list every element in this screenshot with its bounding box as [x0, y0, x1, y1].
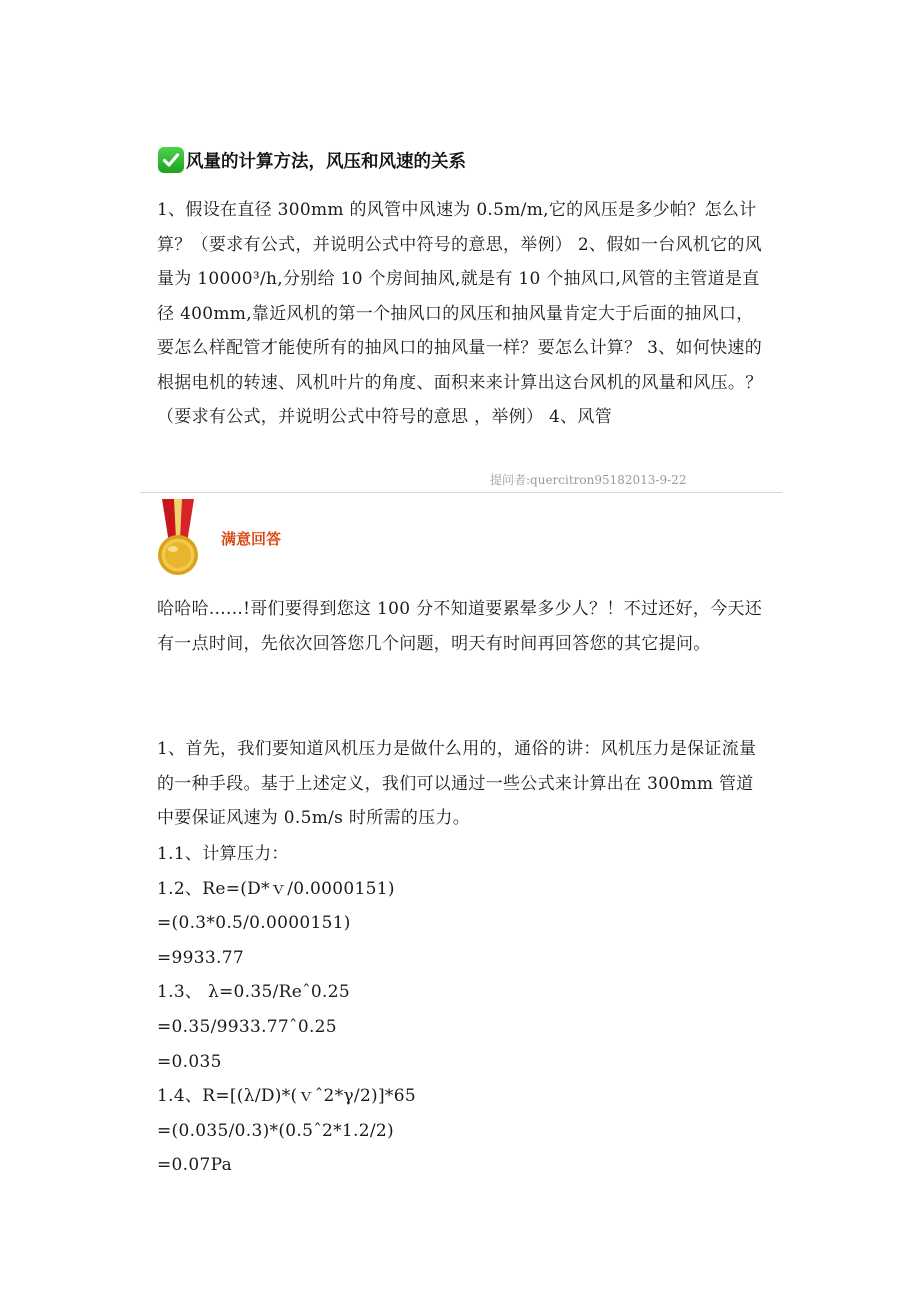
calc-line: 1.2、Re=(D*ｖ/0.0000151) — [157, 878, 395, 899]
title-row — [158, 145, 466, 175]
calc-line: =(0.035/0.3)*(0.5ˆ2*1.2/2) — [157, 1120, 394, 1141]
calculation-list — [157, 837, 416, 1183]
calc-line: =9933.77 — [157, 947, 244, 968]
calc-line: 1.3、 λ=0.35/Reˆ0.25 — [157, 982, 350, 1003]
medal-icon — [154, 499, 202, 577]
answer-intro: 哈哈哈......!哥们要得到您这 100 分不知道要累晕多少人？！不过还好，今天还有一点时间，先依次回答您几个问题，明天有时间再回答您的其它提问。 — [157, 599, 763, 654]
answer-paragraph: 1、首先，我们要知道风机压力是做什么用的，通俗的讲：风机压力是保证流量的一种手段。基于上述定义，我们可以通过一些公式来计算出在 300mm 管道中要保证风速为 0.5m/s 时所需的压力。 — [157, 739, 757, 828]
divider — [140, 492, 782, 493]
calc-line: 1.1、计算压力： — [157, 844, 289, 864]
page-title: 风量的计算方法，风压和风速的关系 — [186, 151, 466, 172]
calc-line: =0.035 — [157, 1051, 222, 1072]
calc-line: 1.4、R=[(λ/D)*(ｖˆ2*γ/2)]*65 — [157, 1086, 416, 1107]
calc-line: =0.07Pa — [157, 1155, 233, 1176]
asker-info: 提问者:quercitron95182013-9-22 — [490, 473, 687, 487]
question-text: 1、假设在直径 300mm 的风管中风速为 0.5m/m,它的风压是多少帕？怎么计算？（要求有公式，并说明公式中符号的意思，举例） 2、假如一台风机它的风量为 10000³/h,分别给 10 个房间抽风,就是有 10 个抽风口,风管的主管道是直径 400mm,靠近风机的第一个抽风口的风压和抽风量肯定大于后面的抽风口，要怎么样配管才能使所有的抽风口的抽风量一样？要怎么计算？ 3、如何快速的根据电机的转速、风机叶片的角度、面积来来计算出这台风机的风量和风压。？（要求有公式，并说明公式中符号的意思 ，举例） 4、风管 — [157, 200, 763, 427]
answer-label: 满意回答 — [221, 530, 282, 548]
calc-line: =(0.3*0.5/0.0000151) — [157, 913, 351, 934]
check-icon — [158, 147, 184, 173]
calc-line: =0.35/9933.77ˆ0.25 — [157, 1016, 337, 1037]
